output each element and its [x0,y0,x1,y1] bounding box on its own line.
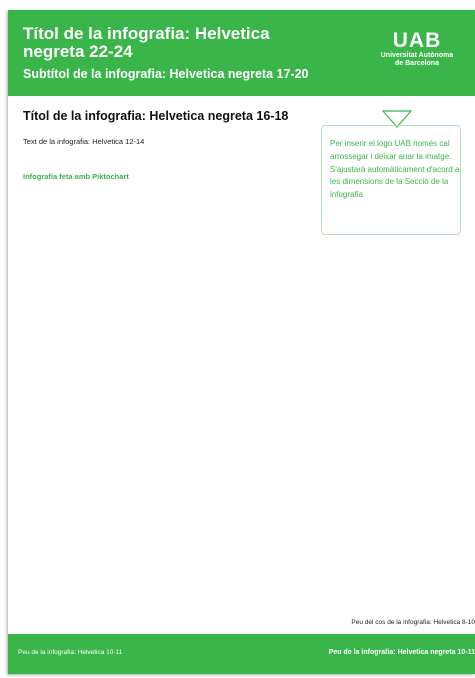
infographic-subtitle: Subtítol de la infografia: Helvetica negreta 17-20 [23,67,309,81]
piktochart-credit: Infografia feta amb Piktochart [23,172,129,181]
footer-right-text: Peu de la infografia: Helvetica negreta 10-11 [328,649,475,656]
footer-band [8,634,475,674]
infographic-title: Títol de la infografia: Helvetica negreta 22-24 [23,24,270,61]
header-band [8,10,475,96]
section-title: Títol de la infografia: Helvetica negreta 16-18 [23,109,289,123]
logo-mark: UAB [392,29,442,52]
logo-line-2: de Barcelona [395,60,439,67]
logo-line-1: Universitat Autònoma [380,52,454,59]
infographic-page [8,10,475,674]
body-footer: Peu del cos de la infografia: Helvetica 8-10 [351,619,475,626]
body-text: Text de la infografia: Helvetica 12-14 [23,137,145,146]
logo-instructions-note: Per inserir el logo UAB només cal arrossegar i deixar anar la imatge. S'ajustarà automàticament d'acord a les dimensions de la Secció de la infografia [321,125,461,235]
uab-logo [369,30,465,68]
footer-left-text: Peu de la infografia: Helvetica 10-11 [18,649,123,656]
